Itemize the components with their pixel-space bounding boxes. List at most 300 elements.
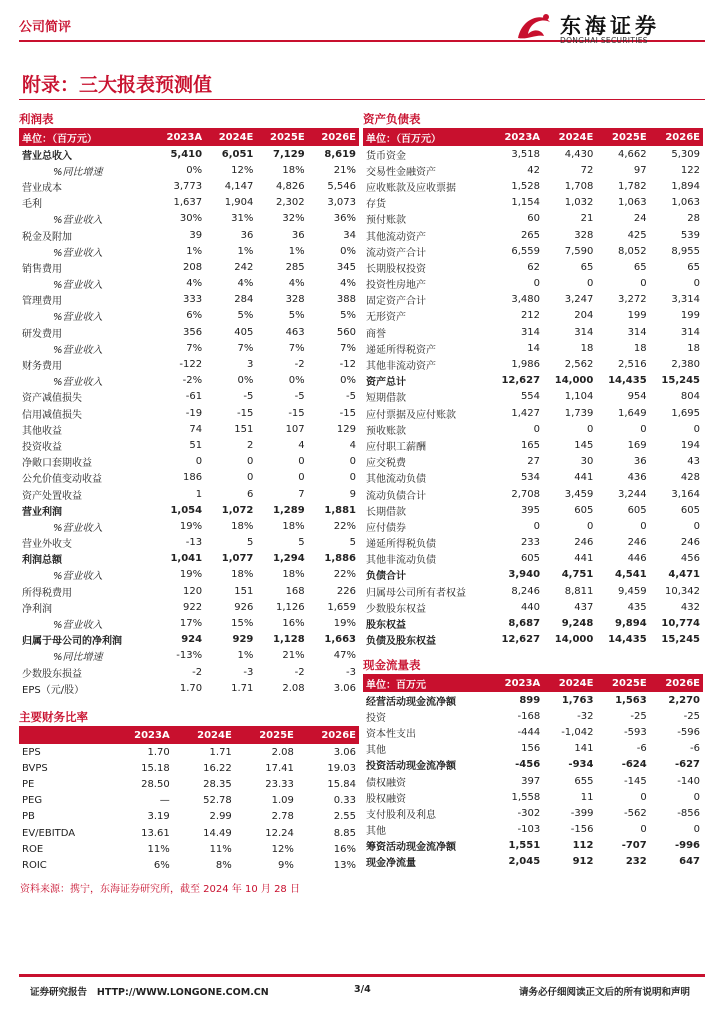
logo-text-cn: 东海证券 xyxy=(560,14,660,38)
row-value: 2,270 xyxy=(668,694,700,706)
row-value: 1,649 xyxy=(618,407,647,419)
table-row xyxy=(19,680,359,696)
data-source-note: 资料来源：携宁，东海证券研究所，截至 2024 年 10 月 28 日 xyxy=(20,884,300,895)
row-label: %营业收入 xyxy=(53,571,103,583)
row-label: 投资活动现金流净额 xyxy=(366,761,456,773)
row-label: 营业成本 xyxy=(22,182,62,194)
row-label: 筹资活动现金流净额 xyxy=(366,842,456,854)
balance-title: 资产负债表 xyxy=(363,111,703,129)
column-header-unit: 单位：（百万元） xyxy=(19,129,153,146)
row-value: 39 xyxy=(189,229,203,241)
row-value: -140 xyxy=(677,775,700,787)
table-row xyxy=(19,825,359,841)
row-value: 1,063 xyxy=(618,197,647,209)
table-row xyxy=(363,276,703,292)
row-label: %营业收入 xyxy=(53,312,103,324)
row-label: PB xyxy=(22,811,35,823)
row-value: 8,246 xyxy=(511,585,541,597)
row-value: 333 xyxy=(183,294,203,306)
row-value: -302 xyxy=(517,807,541,819)
row-value: 7% xyxy=(186,342,203,354)
row-value: 43 xyxy=(687,456,700,468)
ratios-table xyxy=(19,727,359,874)
row-value: 8% xyxy=(215,859,232,871)
row-value: 2.08 xyxy=(282,682,305,694)
row-value: -2 xyxy=(294,359,305,371)
row-value: 120 xyxy=(183,585,203,597)
row-value: 16% xyxy=(333,843,356,855)
table-row xyxy=(363,308,703,324)
row-label: 应付职工薪酬 xyxy=(366,441,426,453)
row-label: %营业收入 xyxy=(53,215,103,227)
row-label: %同比增速 xyxy=(53,652,103,664)
table-row xyxy=(19,195,359,211)
table-row xyxy=(363,421,703,437)
row-value: 924 xyxy=(181,634,203,646)
row-value: -15 xyxy=(339,407,356,419)
table-row xyxy=(363,838,703,854)
row-value: 7,129 xyxy=(273,148,305,160)
row-value: -156 xyxy=(570,824,594,836)
row-label: 商誉 xyxy=(366,328,386,340)
column-header-year: 2026E xyxy=(650,675,703,692)
row-value: 5,410 xyxy=(170,148,203,160)
row-label: 资产总计 xyxy=(366,377,406,389)
row-value: 922 xyxy=(183,601,203,613)
row-value: 605 xyxy=(627,504,647,516)
row-value: 18% xyxy=(282,569,305,581)
row-value: 65 xyxy=(580,261,594,273)
row-label: EV/EBITDA xyxy=(22,827,76,839)
row-value: 554 xyxy=(520,391,541,403)
column-header-year: 2025E xyxy=(235,727,297,744)
row-value: 4 xyxy=(298,439,305,451)
row-label: 应付票据及应付账款 xyxy=(366,409,456,421)
row-value: 19% xyxy=(333,618,356,630)
row-value: 15% xyxy=(231,618,254,630)
row-value: -122 xyxy=(179,359,203,371)
income-table xyxy=(19,129,359,696)
row-value: 0 xyxy=(247,472,254,484)
row-label: 少数股东损益 xyxy=(22,668,82,680)
row-value: 226 xyxy=(336,585,356,597)
row-value: 4,826 xyxy=(276,180,305,192)
row-value: 0% xyxy=(340,375,356,387)
row-label: PEG xyxy=(22,795,43,807)
row-value: 8,619 xyxy=(324,148,356,160)
page-number: 3/4 xyxy=(354,984,371,995)
table-row xyxy=(363,454,703,470)
table-row xyxy=(363,632,703,648)
row-value: 2,380 xyxy=(671,359,700,371)
row-value: 13% xyxy=(333,859,356,871)
row-value: 0 xyxy=(298,472,305,484)
row-label: 负债合计 xyxy=(366,571,406,583)
row-value: 112 xyxy=(572,840,594,852)
row-value: 17.41 xyxy=(265,762,294,774)
row-value: -624 xyxy=(621,759,647,771)
row-label: 资本性支出 xyxy=(366,728,416,740)
row-value: 436 xyxy=(627,472,647,484)
table-row xyxy=(19,405,359,421)
row-value: 36 xyxy=(240,229,254,241)
row-value: 345 xyxy=(336,261,356,273)
row-label: 其他非流动负债 xyxy=(366,555,436,567)
row-value: 1,563 xyxy=(615,694,647,706)
row-value: 204 xyxy=(574,310,594,322)
row-value: 8,811 xyxy=(564,585,594,597)
row-value: 165 xyxy=(520,439,541,451)
row-value: -707 xyxy=(621,840,647,852)
row-label: 净敞口套期收益 xyxy=(22,458,92,470)
row-value: 199 xyxy=(627,310,647,322)
row-value: 4,662 xyxy=(618,148,647,160)
wave-logo-icon xyxy=(512,8,556,48)
table-row xyxy=(363,773,703,789)
row-label: 交易性金融资产 xyxy=(366,166,436,178)
income-title: 利润表 xyxy=(19,111,359,129)
row-value: 2,045 xyxy=(508,856,541,868)
row-value: 539 xyxy=(680,229,700,241)
row-value: 122 xyxy=(680,164,700,176)
row-value: 1.70 xyxy=(179,682,203,694)
row-label: 投资 xyxy=(366,712,386,724)
row-value: 1,708 xyxy=(564,180,594,192)
row-value: 7% xyxy=(340,342,356,354)
table-row xyxy=(363,486,703,502)
row-value: 13.61 xyxy=(141,827,170,839)
row-value: 246 xyxy=(574,537,594,549)
table-row xyxy=(363,437,703,453)
row-value: 14,435 xyxy=(608,634,647,646)
table-row xyxy=(19,454,359,470)
row-label: %同比增速 xyxy=(53,166,103,178)
row-value: 11% xyxy=(147,843,170,855)
row-label: EPS xyxy=(22,746,41,758)
row-value: 0 xyxy=(533,520,541,532)
row-value: 18 xyxy=(580,342,594,354)
row-label: 其他收益 xyxy=(22,425,62,437)
row-value: 107 xyxy=(285,423,305,435)
row-value: 60 xyxy=(527,213,541,225)
row-value: 14.49 xyxy=(203,827,232,839)
row-value: 1,558 xyxy=(511,791,541,803)
row-value: 1,881 xyxy=(324,504,356,516)
table-row xyxy=(19,793,359,809)
row-value: 10,342 xyxy=(665,585,700,597)
row-label: 净利润 xyxy=(22,603,52,615)
table-row xyxy=(363,162,703,178)
column-header-year: 2024E xyxy=(543,675,596,692)
row-value: 0 xyxy=(349,456,356,468)
row-value: 1,763 xyxy=(561,694,594,706)
row-value: -19 xyxy=(185,407,203,419)
cashflow-statement xyxy=(363,657,703,870)
column-header-year: 2025E xyxy=(256,129,307,146)
column-header-year: 2023A xyxy=(153,129,205,146)
row-value: -15 xyxy=(288,407,305,419)
row-label: 营业利润 xyxy=(22,506,62,518)
row-value: 14,000 xyxy=(554,375,594,387)
row-label: 长期股权投资 xyxy=(366,263,426,275)
row-value: 3,247 xyxy=(564,294,594,306)
row-value: 1,904 xyxy=(224,197,254,209)
row-label: 信用减值损失 xyxy=(22,409,82,421)
row-label: 流动资产合计 xyxy=(366,247,426,259)
row-value: 47% xyxy=(333,650,356,662)
cashflow-title: 现金流量表 xyxy=(363,657,703,675)
table-row xyxy=(19,841,359,857)
row-value: 28.35 xyxy=(203,778,232,790)
row-value: 0 xyxy=(349,472,356,484)
table-row xyxy=(19,744,359,760)
row-value: 356 xyxy=(183,326,203,338)
table-row xyxy=(19,340,359,356)
row-value: 441 xyxy=(574,472,594,484)
row-value: -596 xyxy=(677,726,700,738)
table-row xyxy=(19,486,359,502)
row-value: -996 xyxy=(674,840,700,852)
row-value: -5 xyxy=(243,391,254,403)
row-label: 资产处置收益 xyxy=(22,490,82,502)
row-value: 6,051 xyxy=(221,148,254,160)
row-label: 其他流动负债 xyxy=(366,474,426,486)
row-value: 3.06 xyxy=(333,746,356,758)
footer-line xyxy=(19,974,705,977)
row-value: 74 xyxy=(189,423,203,435)
row-value: 21% xyxy=(282,650,305,662)
row-value: 1,128 xyxy=(273,634,305,646)
row-value: 52.78 xyxy=(203,795,232,807)
table-row xyxy=(19,178,359,194)
table-row xyxy=(363,373,703,389)
table-row xyxy=(19,776,359,792)
row-value: 12.24 xyxy=(265,827,294,839)
row-value: 456 xyxy=(680,553,700,565)
row-value: 1,528 xyxy=(511,180,541,192)
table-row xyxy=(19,567,359,583)
row-value: 5% xyxy=(340,310,356,322)
row-value: -5 xyxy=(294,391,305,403)
row-value: 34 xyxy=(343,229,356,241)
row-value: 168 xyxy=(285,585,305,597)
row-label: 应付债券 xyxy=(366,522,406,534)
row-value: -1,042 xyxy=(561,726,594,738)
column-header-unit xyxy=(19,727,109,744)
row-value: 246 xyxy=(680,537,700,549)
row-label: 支付股利及利息 xyxy=(366,809,436,821)
row-value: 19% xyxy=(179,569,203,581)
row-value: 16.22 xyxy=(203,762,232,774)
table-row xyxy=(363,535,703,551)
row-value: -15 xyxy=(237,407,254,419)
row-value: 0 xyxy=(640,791,647,803)
row-value: 18 xyxy=(687,342,700,354)
row-label: 其他流动资产 xyxy=(366,231,426,243)
row-label: 研发费用 xyxy=(22,328,62,340)
table-row xyxy=(363,805,703,821)
row-label: 存货 xyxy=(366,199,386,211)
column-header-year: 2024E xyxy=(543,129,596,146)
company-logo xyxy=(512,8,702,48)
row-value: 4 xyxy=(349,439,356,451)
row-value: 3,940 xyxy=(508,569,541,581)
row-value: 1,041 xyxy=(170,553,203,565)
row-label: 营业总收入 xyxy=(22,150,72,162)
row-value: -32 xyxy=(577,710,594,722)
row-value: 5 xyxy=(298,537,305,549)
row-value: -399 xyxy=(570,807,594,819)
table-row xyxy=(363,324,703,340)
row-value: 1,032 xyxy=(564,197,594,209)
row-label: 预付账款 xyxy=(366,215,406,227)
row-value: 2.08 xyxy=(271,746,294,758)
row-value: 2.99 xyxy=(209,811,232,823)
row-value: 2,708 xyxy=(511,488,541,500)
cashflow-table xyxy=(363,675,703,870)
row-value: 30 xyxy=(580,456,594,468)
row-value: 0% xyxy=(237,375,254,387)
row-value: 425 xyxy=(627,229,647,241)
column-header-year: 2024E xyxy=(205,129,256,146)
row-value: 0 xyxy=(533,423,541,435)
row-label: 其他 xyxy=(366,826,386,838)
row-value: 395 xyxy=(520,504,541,516)
row-value: 9,248 xyxy=(561,618,594,630)
row-value: 1,126 xyxy=(276,601,305,613)
table-row xyxy=(19,583,359,599)
row-value: 42 xyxy=(527,164,541,176)
row-value: 31% xyxy=(231,213,254,225)
row-label: %营业收入 xyxy=(53,522,103,534)
row-value: 6,559 xyxy=(511,245,541,257)
table-row xyxy=(19,276,359,292)
row-value: 7,590 xyxy=(564,245,594,257)
row-value: 4,751 xyxy=(561,569,594,581)
row-label: 销售费用 xyxy=(22,263,62,275)
column-header-year: 2025E xyxy=(596,129,649,146)
row-value: 7% xyxy=(288,342,305,354)
ratios-section xyxy=(19,709,359,874)
row-value: 1,427 xyxy=(511,407,541,419)
table-row xyxy=(19,259,359,275)
row-value: 199 xyxy=(680,310,700,322)
table-row xyxy=(363,518,703,534)
row-value: 1,695 xyxy=(671,407,700,419)
row-label: 财务费用 xyxy=(22,361,62,373)
row-label: 递延所得税资产 xyxy=(366,344,436,356)
row-label: 股权融资 xyxy=(366,793,406,805)
row-label: 公允价值变动收益 xyxy=(22,474,102,486)
table-row xyxy=(19,227,359,243)
table-row xyxy=(363,599,703,615)
row-value: -6 xyxy=(636,743,647,755)
table-row xyxy=(363,227,703,243)
row-value: 314 xyxy=(520,326,541,338)
row-value: 432 xyxy=(680,601,700,613)
table-row xyxy=(19,356,359,372)
table-row xyxy=(19,437,359,453)
table-row xyxy=(363,692,703,708)
row-value: 912 xyxy=(572,856,594,868)
row-value: 2.55 xyxy=(333,811,356,823)
row-value: 14 xyxy=(527,342,541,354)
balance-table xyxy=(363,129,703,648)
row-value: 4% xyxy=(186,278,203,290)
row-value: 0 xyxy=(640,423,647,435)
row-value: 28.50 xyxy=(141,778,170,790)
row-value: 1.71 xyxy=(209,746,232,758)
row-label: PE xyxy=(22,778,35,790)
row-value: 6% xyxy=(186,310,203,322)
row-label: 营业外收支 xyxy=(22,539,72,551)
row-label: 应交税费 xyxy=(366,458,406,470)
table-row xyxy=(363,340,703,356)
row-value: 405 xyxy=(234,326,254,338)
row-value: 24 xyxy=(633,213,647,225)
row-value: 954 xyxy=(627,391,647,403)
title-divider xyxy=(19,99,705,100)
row-value: -3 xyxy=(346,666,356,678)
row-value: 1,739 xyxy=(564,407,594,419)
row-value: 8,687 xyxy=(508,618,541,630)
row-value: 129 xyxy=(336,423,356,435)
row-value: 16% xyxy=(282,618,305,630)
row-value: 12% xyxy=(271,843,294,855)
row-value: 1 xyxy=(195,488,203,500)
row-value: 929 xyxy=(232,634,254,646)
row-value: 11% xyxy=(209,843,232,855)
row-value: 36% xyxy=(333,213,356,225)
row-value: -3 xyxy=(243,666,254,678)
table-row xyxy=(19,308,359,324)
row-value: 7% xyxy=(237,342,254,354)
row-value: — xyxy=(159,795,170,807)
row-value: -2 xyxy=(192,666,203,678)
ratios-title: 主要财务比率 xyxy=(19,709,359,727)
table-row xyxy=(363,551,703,567)
table-row xyxy=(19,211,359,227)
row-value: 0% xyxy=(288,375,305,387)
row-value: 1,063 xyxy=(671,197,700,209)
row-value: 8,955 xyxy=(671,245,700,257)
row-value: -562 xyxy=(624,807,647,819)
row-value: 899 xyxy=(519,694,541,706)
row-value: 51 xyxy=(189,439,203,451)
row-value: 151 xyxy=(234,423,254,435)
row-label: EPS（元/股） xyxy=(22,684,85,696)
header-tag: 公司简评 xyxy=(19,20,72,35)
row-label: 毛利 xyxy=(22,199,42,211)
row-value: 328 xyxy=(285,294,305,306)
row-label: 其他 xyxy=(366,745,386,757)
row-value: 242 xyxy=(234,261,254,273)
row-value: 314 xyxy=(574,326,594,338)
row-value: 3,773 xyxy=(173,180,203,192)
table-row xyxy=(19,389,359,405)
row-value: 194 xyxy=(680,439,700,451)
row-value: 0 xyxy=(693,520,700,532)
table-row xyxy=(19,760,359,776)
table-row xyxy=(363,470,703,486)
row-value: 169 xyxy=(627,439,647,451)
row-label: ROE xyxy=(22,843,44,855)
row-label: ROIC xyxy=(22,859,47,871)
table-row xyxy=(19,632,359,648)
row-value: 285 xyxy=(285,261,305,273)
table-row xyxy=(19,857,359,873)
column-header-year: 2026E xyxy=(297,727,359,744)
